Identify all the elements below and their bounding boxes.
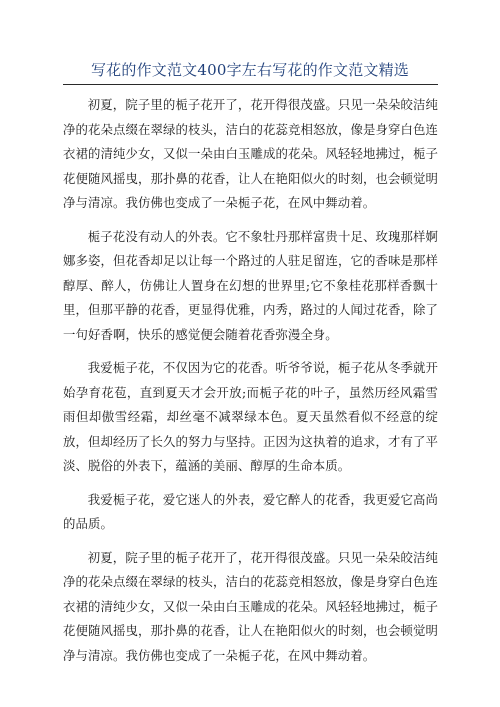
paragraph-2: 栀子花没有动人的外表。它不象牡丹那样富贵十足、玫瑰那样婀娜多姿，但花香却足以让每一个路过的人驻足留连，它的香味是那样醇厚、醉人，仿佛让人置身在幻想的世界里;它不象桂花那样香飘十里，但那平静的花香，更显得优雅，内秀，路过的人闻过花香，除了一句好香啊，快乐的感觉便会随着花香弥漫全身。 (63, 228, 438, 342)
paragraph-1: 初夏，院子里的栀子花开了，花开得很茂盛。只见一朵朵皎洁纯净的花朵点缀在翠绿的枝头，洁白的花蕊竞相怒放，像是身穿白色连衣裙的清纯少女，又似一朵由白玉雕成的花朵。风轻轻地拂过，栀子花便随风摇曳，那扑鼻的花香，让人在艳阳似火的时刻，也会顿觉明净与清凉。我仿佛也变成了一朵栀子花，在风中舞动着。 (63, 97, 438, 210)
title-underline (63, 84, 438, 85)
paragraph-4: 我爱栀子花，爱它迷人的外表，爱它醉人的花香，我更爱它高尚的品质。 (63, 491, 438, 531)
document-body (63, 93, 438, 677)
paragraph-5: 初夏，院子里的栀子花开了，花开得很茂盛。只见一朵朵皎洁纯净的花朵点缀在翠绿的枝头，洁白的花蕊竞相怒放，像是身穿白色连衣裙的清纯少女，又似一朵由白玉雕成的花朵。风轻轻地拂过，栀子花便随风摇曳，那扑鼻的花香，让人在艳阳似火的时刻，也会顿觉明净与清凉。我仿佛也变成了一朵栀子花，在风中舞动着。 (63, 549, 438, 663)
paragraph-3: 我爱栀子花，不仅因为它的花香。听爷爷说，栀子花从冬季就开始孕育花苞，直到夏天才会开放;而栀子花的叶子，虽然历经风霜雪雨但却傲雪经霜，却丝毫不减翠绿本色。夏天虽然看似不经意的绽放，但却经历了长久的努力与坚持。正因为这执着的追求，才有了平淡、脱俗的外表下，蕴涵的美丽、醇厚的生命本质。 (63, 360, 438, 473)
document-title: 写花的作文范文400字左右写花的作文范文精选 (90, 61, 410, 79)
